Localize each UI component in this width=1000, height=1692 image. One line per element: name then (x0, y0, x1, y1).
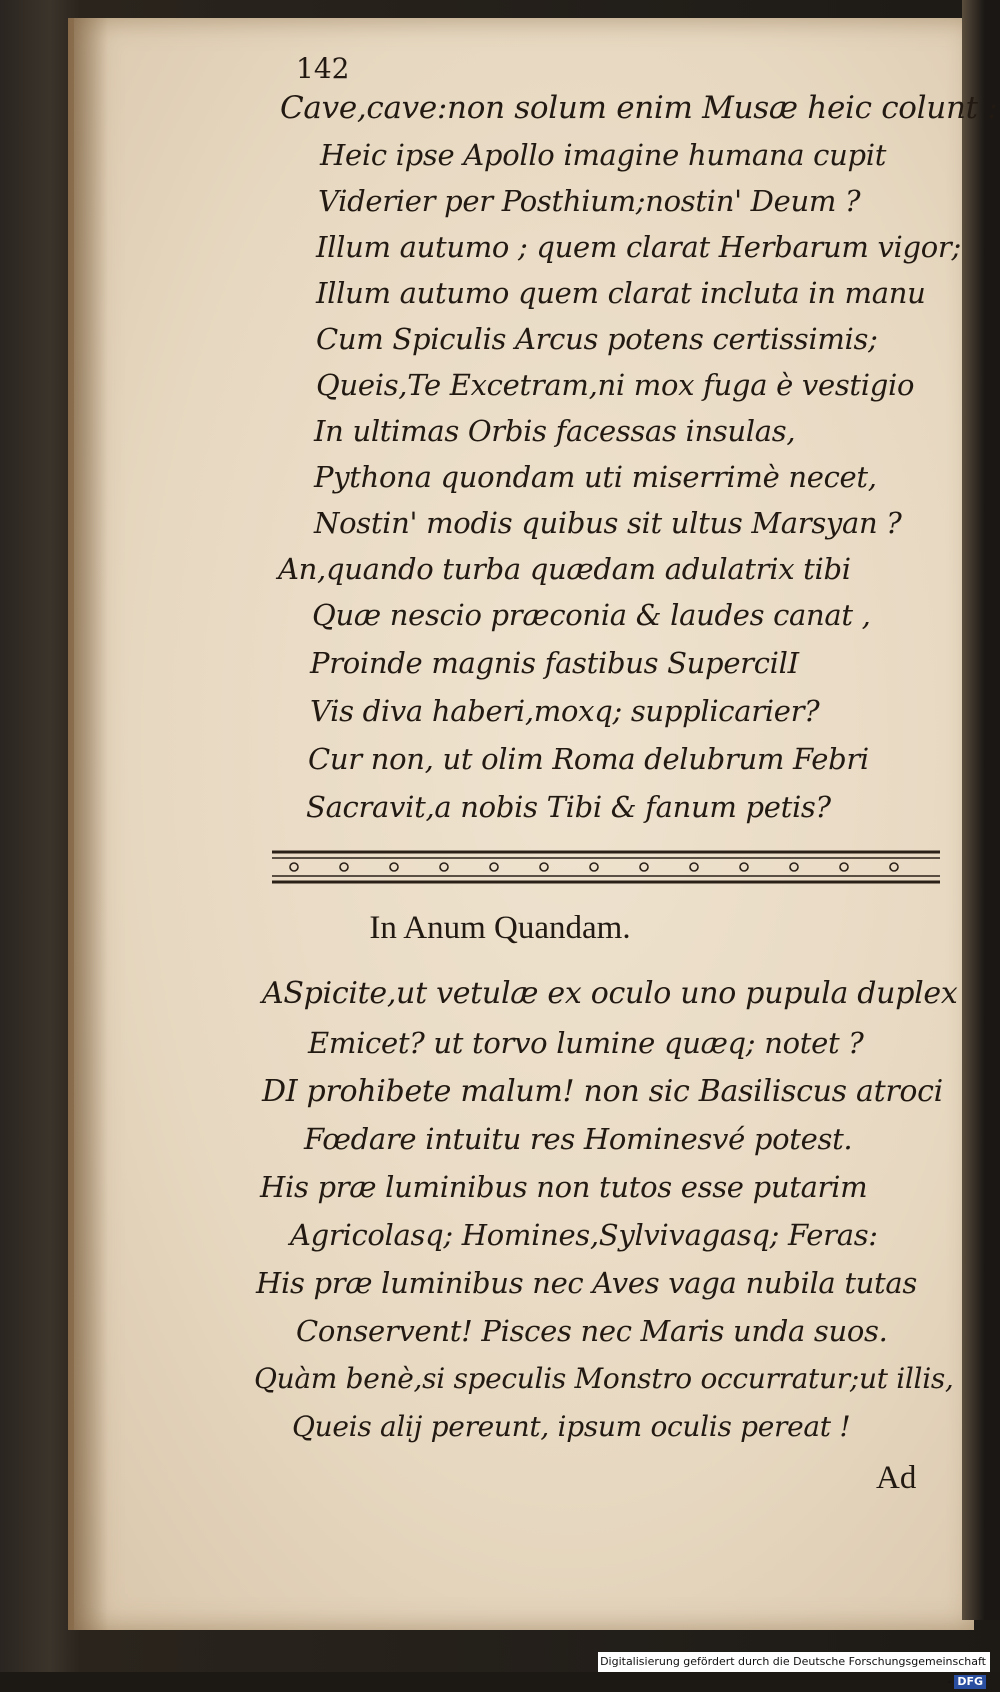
section-title: In Anum Quandam. (369, 910, 631, 946)
spine-shadow (68, 18, 108, 1630)
poem2-line: Quàm benè,si speculis Monstro occurratur;ut illis, (254, 1362, 954, 1395)
poem2-line: Queis alij pereunt, ipsum oculis pereat ! (292, 1410, 851, 1443)
poem2-line: DI prohibete malum! non sic Basiliscus atroci (262, 1074, 943, 1109)
digitization-credit (598, 1652, 990, 1688)
poem1-line: Proinde magnis fastibus SupercilI (310, 646, 799, 680)
ornament-divider (272, 846, 940, 890)
page-number: 142 (296, 52, 350, 85)
poem1-line: Cur non, ut olim Roma delubrum Febri (308, 742, 869, 776)
poem1-line: Nostin' modis quibus sit ultus Marsyan ? (314, 506, 902, 540)
poem1-line: Heic ipse Apollo imagine humana cupit (320, 138, 887, 172)
poem2-line: Agricolasq; Homines,Sylvivagasq; Feras: (290, 1218, 878, 1252)
poem1-line: Cave,cave:non solum enim Musæ heic colunt : (280, 90, 998, 126)
poem1-line: Pythona quondam uti miserrimè necet, (314, 460, 877, 494)
poem2-line: Conservent! Pisces nec Maris unda suos. (296, 1314, 888, 1348)
catchword: Ad (876, 1460, 917, 1496)
poem1-line: Quæ nescio præconia & laudes canat , (312, 598, 871, 632)
poem1-line: In ultimas Orbis facessas insulas, (314, 414, 796, 448)
poem2-line: Fœdare intuitu res Hominesvé potest. (304, 1122, 853, 1156)
poem1-line: Illum autumo quem clarat incluta in manu (316, 276, 926, 310)
page-edge (962, 0, 1000, 1620)
poem2-line: ASpicite,ut vetulæ ex oculo uno pupula duplex (262, 976, 958, 1011)
credit-text: Digitalisierung gefördert durch die Deutsche Forschungsgemeinschaft - (600, 1655, 986, 1688)
poem2-line: His præ luminibus nec Aves vaga nubila tutas (256, 1266, 917, 1300)
poem2-line: Emicet? ut torvo lumine quæq; notet ? (308, 1026, 864, 1060)
poem1-line: Illum autumo ; quem clarat Herbarum vigor; (316, 230, 961, 264)
poem1-line: Queis,Te Excetram,ni mox fuga è vestigio (316, 368, 915, 402)
dfg-logo: DFG (954, 1675, 986, 1689)
poem2-line: His præ luminibus non tutos esse putarim (260, 1170, 868, 1204)
poem1-line: Vis diva haberi,moxq; supplicarier? (310, 694, 820, 728)
poem1-line: An,quando turba quædam adulatrix tibi (278, 552, 851, 586)
poem1-line: Sacravit,a nobis Tibi & fanum petis? (306, 790, 831, 824)
poem1-line: Cum Spiculis Arcus potens certissimis; (316, 322, 878, 356)
poem1-line: Viderier per Posthium;nostin' Deum ? (318, 184, 861, 218)
